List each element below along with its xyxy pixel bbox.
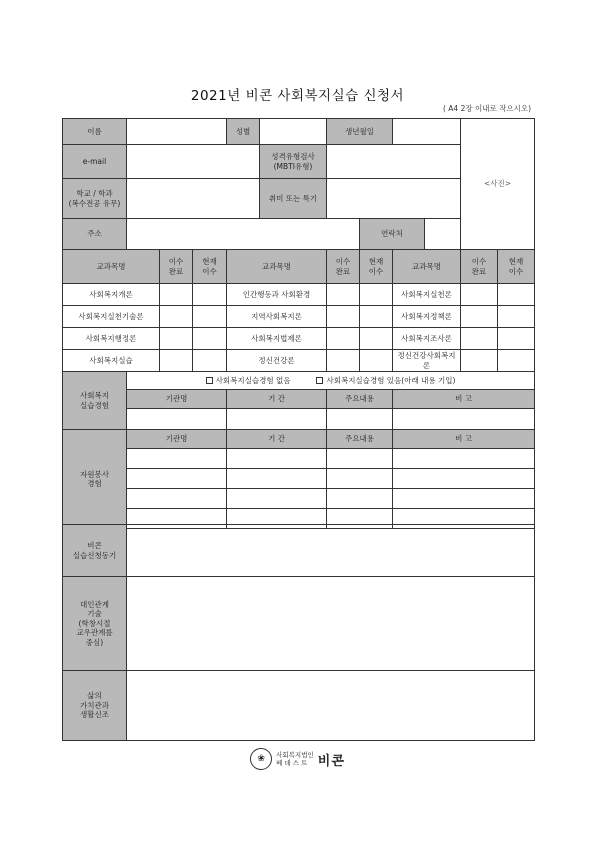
volunteer-label-line1: 자원봉사: [80, 469, 109, 479]
course-header-done: [327, 250, 360, 284]
course-header-current-line2: 이수: [508, 266, 524, 276]
course-header-done-line2: 완료: [168, 266, 184, 276]
mbti-field[interactable]: [327, 145, 461, 179]
address-label: 주소: [63, 219, 127, 250]
motive-label-line1: 비콘: [87, 541, 102, 551]
volunteer-label-line2: 경험: [87, 479, 102, 488]
relationship-label-line4: 교우관계를: [76, 628, 113, 638]
volunteer-col-period: 기 간: [227, 430, 327, 449]
course-done-check[interactable]: [160, 284, 193, 306]
course-done-check[interactable]: [461, 284, 498, 306]
course-done-check[interactable]: [461, 328, 498, 350]
values-field[interactable]: [127, 671, 535, 741]
course-header-current-line2: 이수: [368, 266, 384, 276]
volunteer-content-field[interactable]: [327, 469, 393, 489]
motive-field[interactable]: [127, 525, 535, 577]
course-current-check[interactable]: [498, 284, 535, 306]
course-header-done: [461, 250, 498, 284]
volunteer-org-field[interactable]: [127, 489, 227, 509]
form-title: 2021년 비콘 사회복지실습 신청서: [190, 88, 405, 104]
hobby-label: 취미 또는 특기: [260, 179, 327, 219]
relationship-label-line1: 대인관계: [80, 600, 109, 610]
course-done-check[interactable]: [160, 306, 193, 328]
practicum-org-field[interactable]: [127, 409, 227, 430]
course-name: 사회복지조사론: [393, 328, 461, 350]
course-name: 사회복지행정론: [63, 328, 160, 350]
course-header-done-line1: 이수: [335, 257, 351, 267]
hobby-field[interactable]: [327, 179, 461, 219]
course-header-done-line2: 완료: [335, 266, 351, 276]
course-done-check[interactable]: [327, 328, 360, 350]
volunteer-col-note: 비 고: [393, 430, 535, 449]
course-header-current-line1: 현재: [508, 257, 524, 267]
school-label: [63, 179, 127, 219]
organization-seal-icon: ❀: [250, 748, 272, 770]
course-current-check[interactable]: [498, 306, 535, 328]
course-header-subject: 교과목명: [227, 250, 327, 284]
course-header-current-line1: 현재: [368, 257, 384, 267]
values-label-line1: 삶의: [87, 691, 102, 701]
values-label-line2: 가치관과: [80, 700, 109, 710]
course-header-current-line2: 이수: [202, 266, 217, 276]
contact-field[interactable]: [425, 219, 535, 250]
name-field[interactable]: [127, 119, 227, 145]
course-current-check[interactable]: [498, 350, 535, 372]
volunteer-note-field[interactable]: [393, 489, 535, 509]
volunteer-note-field[interactable]: [393, 469, 535, 489]
course-current-check[interactable]: [193, 328, 227, 350]
volunteer-note-field[interactable]: [393, 449, 535, 469]
email-label: e-mail: [63, 145, 127, 179]
course-header-current-line1: 현재: [202, 257, 217, 267]
course-name: 사회복지실천론: [393, 284, 461, 306]
essay-table: [62, 524, 535, 741]
has-practicum-label: 사회복지실습경험 있음(아래 내용 기입): [326, 375, 456, 385]
email-field[interactable]: [127, 145, 260, 179]
practicum-col-content: 주요내용: [327, 390, 393, 409]
volunteer-content-field[interactable]: [327, 449, 393, 469]
course-current-check[interactable]: [193, 306, 227, 328]
course-header-subject: 교과목명: [393, 250, 461, 284]
practicum-col-org: 기관명: [127, 390, 227, 409]
course-current-check[interactable]: [193, 350, 227, 372]
volunteer-period-field[interactable]: [227, 449, 327, 469]
school-label-line2: (복수전공 유무): [68, 198, 121, 208]
course-header-done-line1: 이수: [168, 257, 184, 267]
course-current-check[interactable]: [360, 284, 393, 306]
course-done-check[interactable]: [160, 350, 193, 372]
photo-box[interactable]: <사진>: [461, 119, 535, 250]
org-line1: 사회복지법인: [276, 750, 314, 759]
course-header-current: [360, 250, 393, 284]
values-label-line3: 생활신조: [80, 710, 109, 720]
course-header-subject: 교과목명: [63, 250, 160, 284]
relationship-label-line3: (학창시절: [78, 618, 111, 628]
course-current-check[interactable]: [193, 284, 227, 306]
gender-label: 성별: [227, 119, 260, 145]
course-name: 인간행동과 사회환경: [227, 284, 327, 306]
practicum-col-period: 기 간: [227, 390, 327, 409]
course-current-check[interactable]: [498, 328, 535, 350]
course-header-done-line2: 완료: [471, 266, 487, 276]
motive-label-line2: 실습신청동기: [72, 550, 117, 560]
course-done-check[interactable]: [327, 306, 360, 328]
course-done-check[interactable]: [461, 306, 498, 328]
mbti-label-line1: 성격유형검사: [271, 152, 315, 162]
birth-label: 생년월일: [327, 119, 393, 145]
course-header-done: [160, 250, 193, 284]
course-name: 사회복지법제론: [227, 328, 327, 350]
relationship-label-line2: 기술: [87, 609, 102, 619]
relationship-label-line5: 중심): [85, 637, 104, 647]
course-name: 사회복지실습: [63, 350, 160, 372]
gender-field[interactable]: [260, 119, 327, 145]
length-note: ( A4 2장 이내로 작으시오): [442, 104, 531, 113]
course-done-check[interactable]: [461, 350, 498, 372]
no-practicum-checkbox[interactable]: [206, 377, 213, 384]
contact-label: 연락처: [360, 219, 425, 250]
has-practicum-checkbox[interactable]: [316, 377, 323, 384]
application-form-table: [62, 118, 535, 529]
mbti-label: [260, 145, 327, 179]
mbti-label-line2: (MBTI유형): [273, 161, 313, 171]
course-done-check[interactable]: [160, 328, 193, 350]
no-practicum-label: 사회복지실습경험 없음: [215, 375, 291, 385]
practicum-label: [63, 372, 127, 430]
course-current-check[interactable]: [360, 328, 393, 350]
course-current-check[interactable]: [360, 306, 393, 328]
practicum-label-line2: 실습경험: [80, 400, 109, 410]
volunteer-col-org: 기관명: [127, 430, 227, 449]
values-label: [63, 671, 127, 741]
volunteer-org-field[interactable]: [127, 449, 227, 469]
address-field[interactable]: [127, 219, 360, 250]
practicum-content-field[interactable]: [327, 409, 393, 430]
practicum-period-field[interactable]: [227, 409, 327, 430]
practicum-label-line1: 사회복지: [80, 391, 109, 401]
practicum-note-field[interactable]: [393, 409, 535, 430]
relationship-field[interactable]: [127, 577, 535, 671]
org-subtitle: [276, 751, 314, 768]
course-name: 사회복지실천기술론: [63, 306, 160, 328]
course-header-done-line1: 이수: [471, 257, 487, 267]
course-done-check[interactable]: [327, 350, 360, 372]
relationship-label: [63, 577, 127, 671]
school-field[interactable]: [127, 179, 260, 219]
volunteer-period-field[interactable]: [227, 489, 327, 509]
volunteer-label: [63, 430, 127, 529]
volunteer-content-field[interactable]: [327, 489, 393, 509]
volunteer-org-field[interactable]: [127, 469, 227, 489]
volunteer-period-field[interactable]: [227, 469, 327, 489]
course-name: 사회복지정책론: [393, 306, 461, 328]
practicum-col-note: 비 고: [393, 390, 535, 409]
course-name: 사회복지개론: [63, 284, 160, 306]
volunteer-col-content: 주요내용: [327, 430, 393, 449]
course-header-current: [498, 250, 535, 284]
course-current-check[interactable]: [360, 350, 393, 372]
org-name: 비콘: [317, 753, 345, 769]
birth-field[interactable]: [393, 119, 461, 145]
course-name: 정신건강사회복지론: [393, 350, 461, 372]
course-name: 정신건강론: [227, 350, 327, 372]
org-footer: [0, 748, 595, 770]
course-done-check[interactable]: [327, 284, 360, 306]
course-name: 지역사회복지론: [227, 306, 327, 328]
school-label-line1: 학교 / 학과: [76, 189, 113, 199]
course-header-current: [193, 250, 227, 284]
org-line2: 베 데 스 트: [276, 759, 308, 767]
name-label: 이름: [63, 119, 127, 145]
practicum-options: [127, 372, 535, 390]
motive-label: [63, 525, 127, 577]
